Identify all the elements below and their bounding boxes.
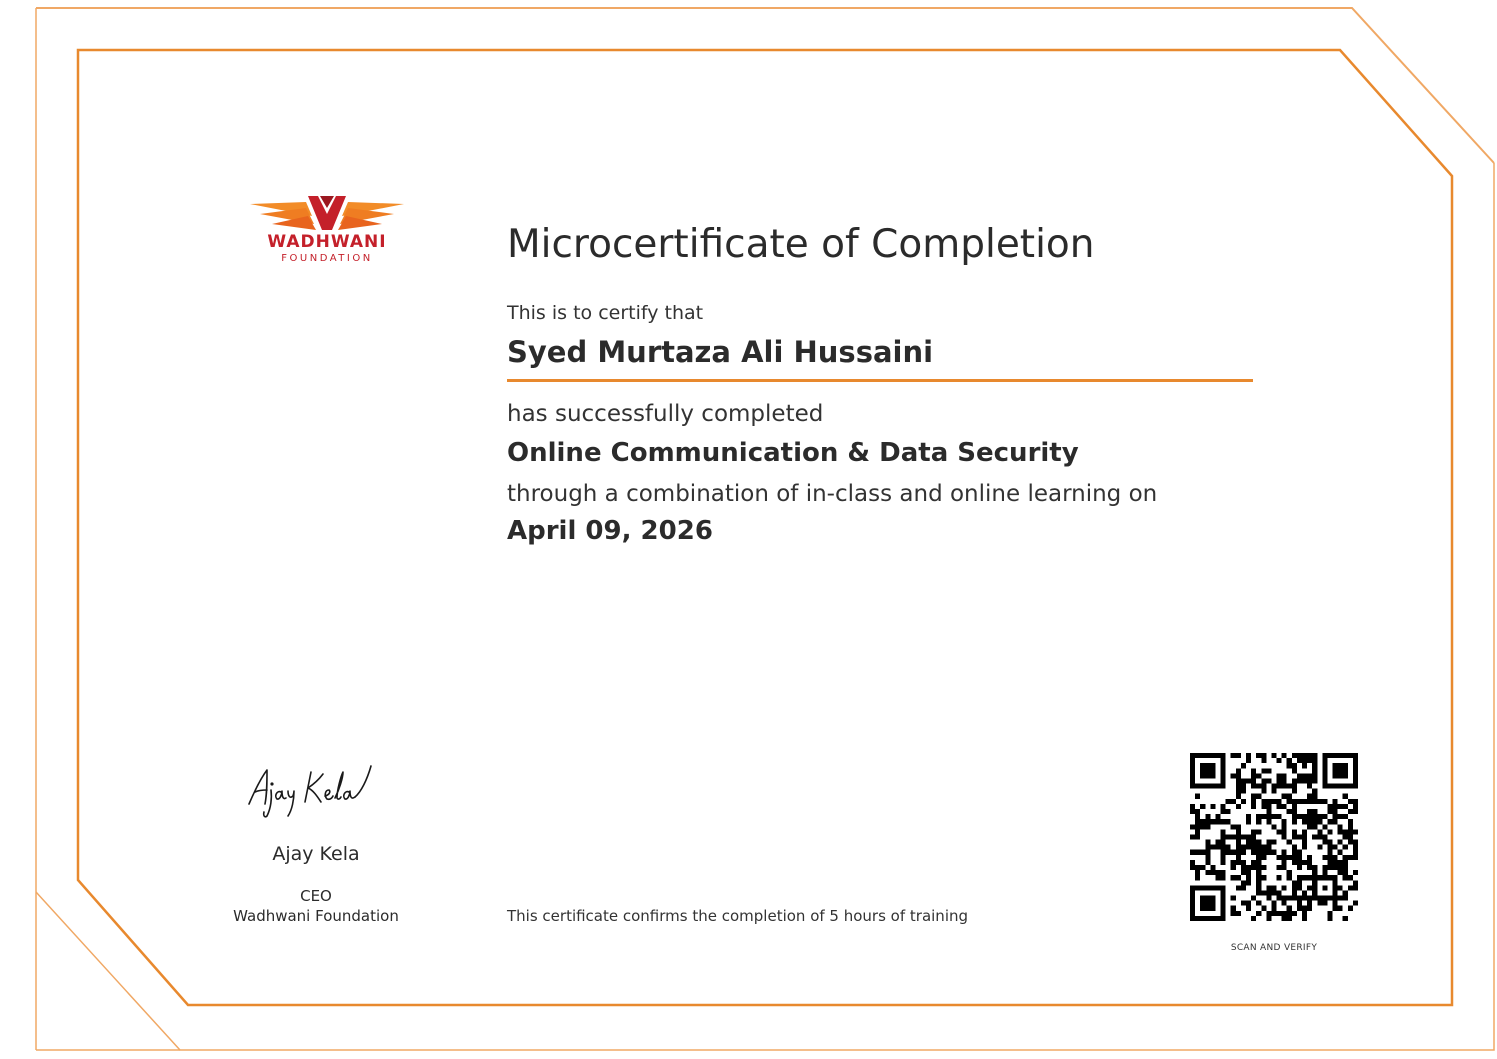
completion-date: April 09, 2026 — [507, 516, 713, 546]
wadhwani-logo — [246, 192, 408, 274]
through-text: through a combination of in-class and online learning on — [507, 481, 1158, 507]
completed-text: has successfully completed — [507, 401, 824, 427]
wadhwani-wings-logo — [246, 192, 408, 234]
logo-subtitle: FOUNDATION — [281, 253, 373, 264]
recipient-name: Syed Murtaza Ali Hussaini — [507, 335, 934, 369]
signatory-organization: Wadhwani Foundation — [233, 907, 399, 925]
course-name: Online Communication & Data Security — [507, 438, 1079, 468]
qr-caption: SCAN AND VERIFY — [1230, 943, 1318, 953]
qr-code-icon[interactable] — [1190, 753, 1358, 921]
certificate-title: Microcertificate of Completion — [507, 222, 1095, 267]
training-footnote: This certificate confirms the completion of 5 hours of training — [507, 907, 969, 925]
signatory-name: Ajay Kela — [272, 843, 360, 865]
signatory-role: CEO — [300, 887, 332, 905]
logo-wordmark: WADHWANI — [267, 232, 387, 252]
signature-image — [245, 760, 385, 820]
name-underline — [507, 379, 1253, 382]
certify-text: This is to certify that — [507, 302, 704, 324]
